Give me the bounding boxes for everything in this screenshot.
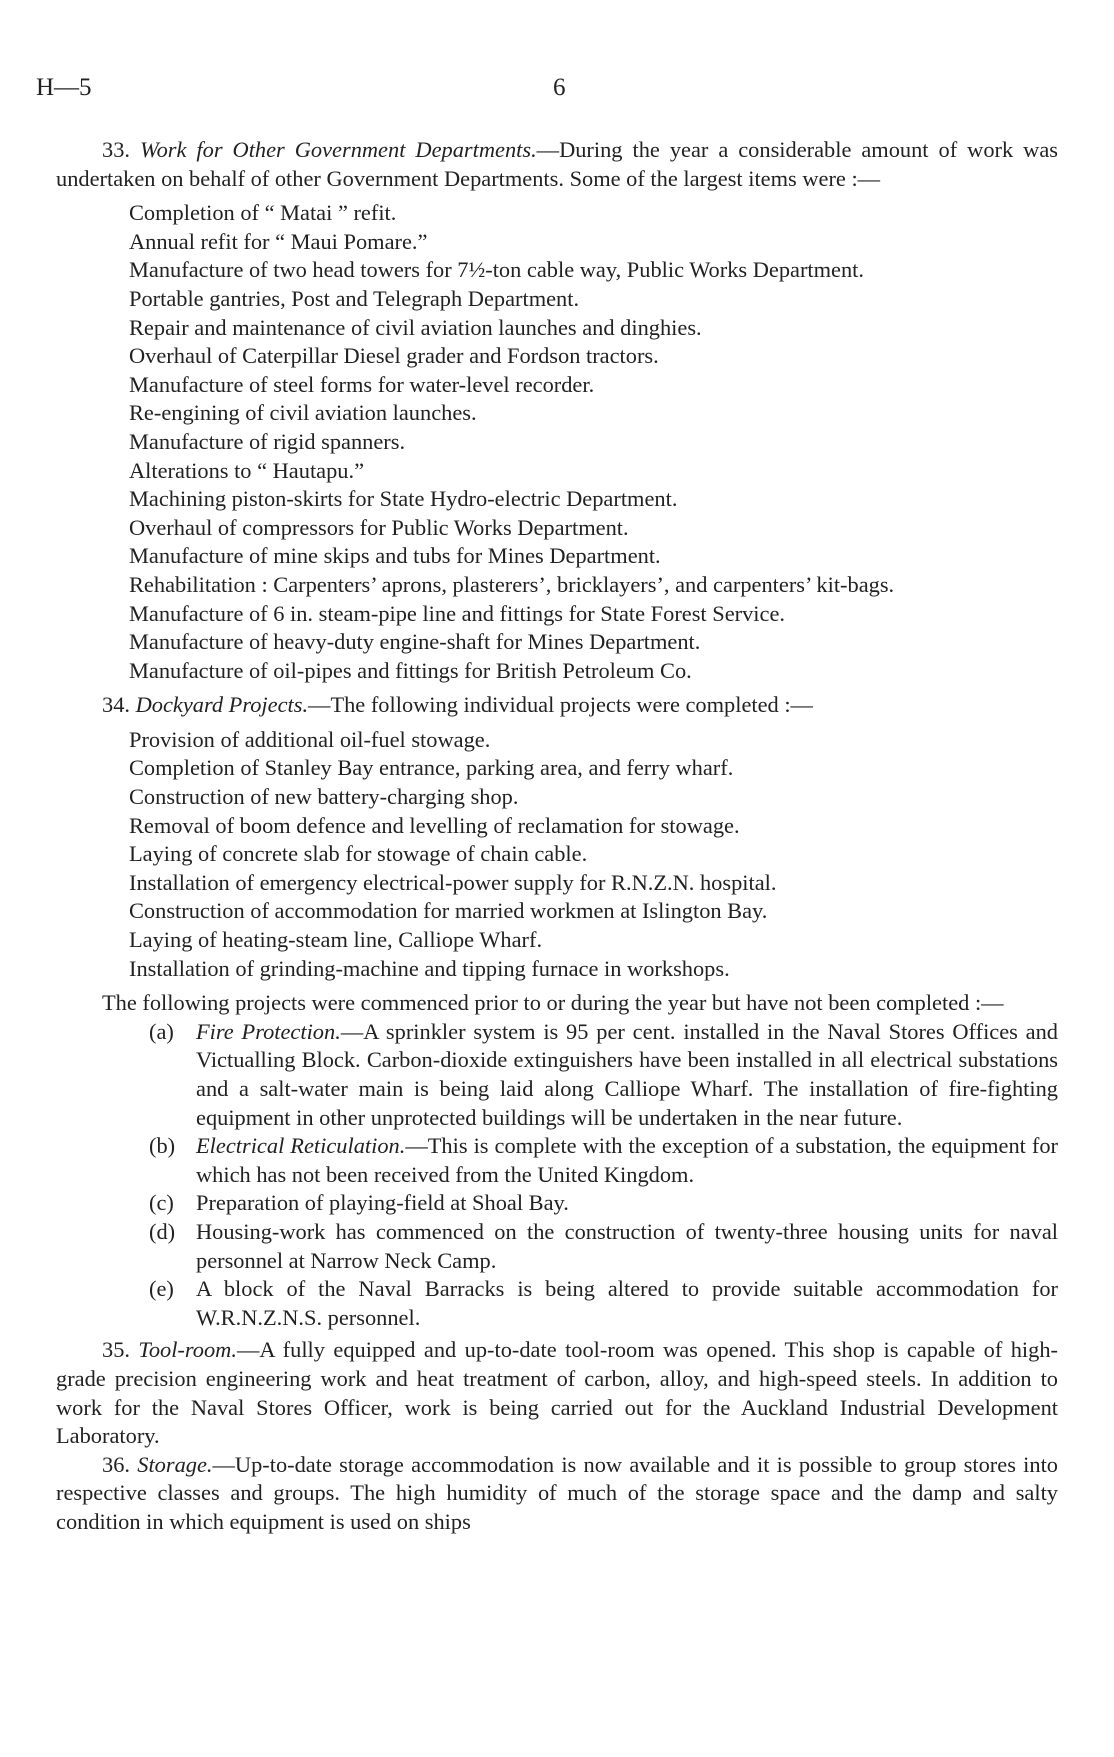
sub-item-label: (c): [149, 1190, 174, 1216]
sub-item-label: (b): [149, 1133, 176, 1159]
list-item: Manufacture of two head towers for 7½-ton cable way, Public Works Department.: [129, 257, 864, 283]
list-item: Manufacture of steel forms for water-level recorder.: [129, 371, 595, 397]
sub-item-text: —A sprinkler system is 95 per cent. installed in the Naval Stores Offices and Victualling Block. Carbon-dioxide extinguishers have been installed in all electrical substations and a salt-water main is being laid along Calliope Wharf. The installation of fire-fighting equipment in other unprotected buildings will be undertaken in the near future.: [196, 1018, 1059, 1130]
list-item: Laying of concrete slab for stowage of chain cable.: [129, 841, 588, 867]
sub-item: [149, 1218, 1058, 1275]
document-body: [56, 136, 1058, 1537]
section-33-list: [56, 199, 1058, 685]
incomplete-projects-list: [56, 1018, 1058, 1333]
list-item: Construction of new battery-charging shop.: [129, 784, 519, 810]
list-item: Re-engining of civil aviation launches.: [129, 400, 477, 426]
list-item: Construction of accommodation for married workmen at Islington Bay.: [129, 898, 768, 924]
list-item: Installation of emergency electrical-power supply for R.N.Z.N. hospital.: [129, 869, 777, 895]
section-34-paragraph: [56, 691, 1058, 720]
section-heading: Tool-room.: [138, 1337, 237, 1363]
list-item: Provision of additional oil-fuel stowage.: [129, 726, 491, 752]
sub-item-text: A block of the Naval Barracks is being altered to provide suitable accommodation for W.R.N.Z.N.S. personnel.: [196, 1276, 1058, 1330]
section-heading: Work for Other Government Departments.: [139, 137, 537, 162]
list-item: Manufacture of oil-pipes and fittings for British Petroleum Co.: [129, 657, 692, 683]
sub-item-text: Preparation of playing-field at Shoal Bay.: [196, 1190, 569, 1216]
list-item: Completion of Stanley Bay entrance, parking area, and ferry wharf.: [129, 755, 734, 781]
section-text: —Up-to-date storage accommodation is now available and it is possible to group stores into respective classes and groups. The high humidity of much of the storage space and the damp and salty condition in which equipment is used on ships: [56, 1451, 1058, 1534]
section-text: —A fully equipped and up-to-date tool-room was opened. This shop is capable of high-grade precision engineering work and heat treatment of carbon, alloy, and high-speed steels. In addition to work for the Naval Stores Officer, work is being carried out for the Auckland Industrial Development Laboratory.: [56, 1337, 1058, 1449]
following-projects-paragraph: The following projects were commenced prior to or during the year but have not been completed :—: [102, 990, 1004, 1016]
sub-item: [149, 1189, 1058, 1218]
list-item: Completion of “ Matai ” refit.: [129, 200, 397, 226]
section-35-paragraph: [56, 1336, 1058, 1450]
list-item: Manufacture of mine skips and tubs for Mines Department.: [129, 543, 661, 569]
sub-item-label: (a): [149, 1018, 174, 1044]
section-number: 34.: [102, 692, 130, 718]
section-number: 33.: [102, 137, 130, 162]
section-text: —During the year a considerable amount of work was undertaken on behalf of other Government Departments. Some of the largest items were :—: [56, 137, 1058, 191]
section-36-paragraph: [56, 1451, 1058, 1537]
sub-item: [149, 1275, 1058, 1332]
list-item: Manufacture of heavy-duty engine-shaft for Mines Department.: [129, 629, 701, 655]
list-item: Manufacture of rigid spanners.: [129, 428, 406, 454]
list-item: Rehabilitation : Carpenters’ aprons, plasterers’, bricklayers’, and carpenters’ kit-bags.: [129, 571, 895, 597]
list-item: Removal of boom defence and levelling of reclamation for stowage.: [129, 812, 740, 838]
page-header: [36, 74, 1086, 104]
sub-item-label: (d): [149, 1218, 176, 1244]
page-number: 6: [553, 74, 566, 101]
list-item: Installation of grinding-machine and tipping furnace in workshops.: [129, 955, 730, 981]
list-item: Alterations to “ Hautapu.”: [129, 457, 365, 483]
sub-item-text: —This is complete with the exception of a substation, the equipment for which has not been received from the United Kingdom.: [196, 1133, 1058, 1187]
sub-item-text: Housing-work has commenced on the construction of twenty-three housing units for naval personnel at Narrow Neck Camp.: [196, 1218, 1058, 1273]
list-item: Manufacture of 6 in. steam-pipe line and fittings for State Forest Service.: [129, 600, 785, 626]
sub-item-label: (e): [149, 1276, 174, 1302]
list-item: Annual refit for “ Maui Pomare.”: [129, 228, 428, 254]
section-heading: Storage.: [137, 1451, 213, 1477]
sub-item-heading: Electrical Reticulation.: [196, 1133, 406, 1159]
section-33-paragraph: [56, 136, 1058, 193]
list-item: Repair and maintenance of civil aviation launches and dinghies.: [129, 314, 702, 340]
section-heading: Dockyard Projects.: [135, 692, 309, 718]
section-34-list: [56, 726, 1058, 983]
section-text: —The following individual projects were completed :—: [308, 692, 813, 718]
section-number: 35.: [102, 1337, 130, 1363]
list-item: Laying of heating-steam line, Calliope Wharf.: [129, 927, 543, 953]
list-item: Overhaul of Caterpillar Diesel grader and Fordson tractors.: [129, 343, 659, 369]
section-number: 36.: [102, 1451, 130, 1477]
document-reference: H—5: [36, 74, 92, 101]
list-item: Overhaul of compressors for Public Works Department.: [129, 514, 629, 540]
list-item: Portable gantries, Post and Telegraph Department.: [129, 285, 580, 311]
sub-item: [149, 1132, 1058, 1189]
sub-item-heading: Fire Protection.: [196, 1018, 341, 1044]
list-item: Machining piston-skirts for State Hydro-electric Department.: [129, 486, 678, 512]
sub-item: [149, 1018, 1058, 1132]
